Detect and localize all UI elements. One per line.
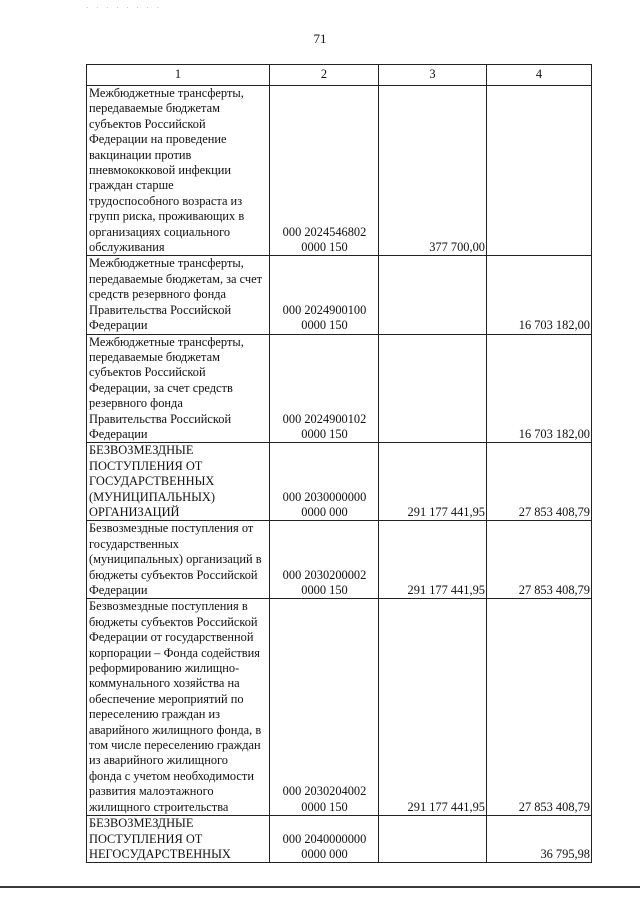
row-name: БЕЗВОЗМЕЗДНЫЕ ПОСТУПЛЕНИЯ ОТ НЕГОСУДАРСТВЕННЫХ (87, 816, 270, 863)
row-code: 000 2040000000 0000 000 (270, 816, 379, 863)
row-value-col3: 377 700,00 (379, 86, 487, 256)
scan-bottom-edge (0, 886, 640, 888)
row-value-col3: 291 177 441,95 (379, 443, 487, 521)
row-value-col4: 16 703 182,00 (487, 256, 592, 334)
table-row (87, 521, 592, 599)
row-code: 000 2030000000 0000 000 (270, 443, 379, 521)
row-value-col3: 291 177 441,95 (379, 599, 487, 816)
table-header-row (87, 65, 592, 86)
column-header-1: 1 (87, 65, 270, 86)
page-number: 71 (313, 31, 327, 46)
row-name: Безвозмездные поступления от государственных (муниципальных) организаций в бюджеты субъектов Российской Федерации (87, 521, 270, 599)
row-value-col4: 27 853 408,79 (487, 443, 592, 521)
row-code: 000 2030200002 0000 150 (270, 521, 379, 599)
row-value-col4 (487, 86, 592, 256)
table-row (87, 816, 592, 863)
column-header-3: 3 (379, 65, 487, 86)
table-row (87, 334, 592, 443)
row-value-col4: 16 703 182,00 (487, 334, 592, 443)
budget-table (86, 64, 592, 863)
row-name: Межбюджетные трансферты, передаваемые бюджетам субъектов Российской Федерации на проведение вакцинации против пневмококковой инфекции граждан старше трудоспособного возраста из групп риска, проживающих в организациях социального обслуживания (87, 86, 270, 256)
table-row (87, 86, 592, 256)
table-row (87, 256, 592, 334)
row-name: БЕЗВОЗМЕЗДНЫЕ ПОСТУПЛЕНИЯ ОТ ГОСУДАРСТВЕННЫХ (МУНИЦИПАЛЬНЫХ) ОРГАНИЗАЦИЙ (87, 443, 270, 521)
row-value-col3: 291 177 441,95 (379, 521, 487, 599)
row-name: Межбюджетные трансферты, передаваемые бюджетам субъектов Российской Федерации, за счет средств резервного фонда Правительства Российской Федерации (87, 334, 270, 443)
row-value-col4: 27 853 408,79 (487, 521, 592, 599)
row-value-col3 (379, 334, 487, 443)
row-code: 000 2024900102 0000 150 (270, 334, 379, 443)
table-row (87, 599, 592, 816)
table-row (87, 443, 592, 521)
scan-artifact: · · · · · · · · (86, 4, 162, 12)
column-header-4: 4 (487, 65, 592, 86)
row-value-col4: 27 853 408,79 (487, 599, 592, 816)
row-code: 000 2024546802 0000 150 (270, 86, 379, 256)
row-code: 000 2030204002 0000 150 (270, 599, 379, 816)
row-value-col3 (379, 816, 487, 863)
row-code: 000 2024900100 0000 150 (270, 256, 379, 334)
row-value-col4: 36 795,98 (487, 816, 592, 863)
row-value-col3 (379, 256, 487, 334)
row-name: Безвозмездные поступления в бюджеты субъектов Российской Федерации от государственной корпорации – Фонда содействия реформированию жилищно- коммунального хозяйства на обеспечение мероприятий по переселению граждан из аварийного жилищного фонда, в том числе переселению граждан из аварийного жилищного фонда с учетом необходимости развития малоэтажного жилищного строительства (87, 599, 270, 816)
column-header-2: 2 (270, 65, 379, 86)
row-name: Межбюджетные трансферты, передаваемые бюджетам, за счет средств резервного фонда Правительства Российской Федерации (87, 256, 270, 334)
